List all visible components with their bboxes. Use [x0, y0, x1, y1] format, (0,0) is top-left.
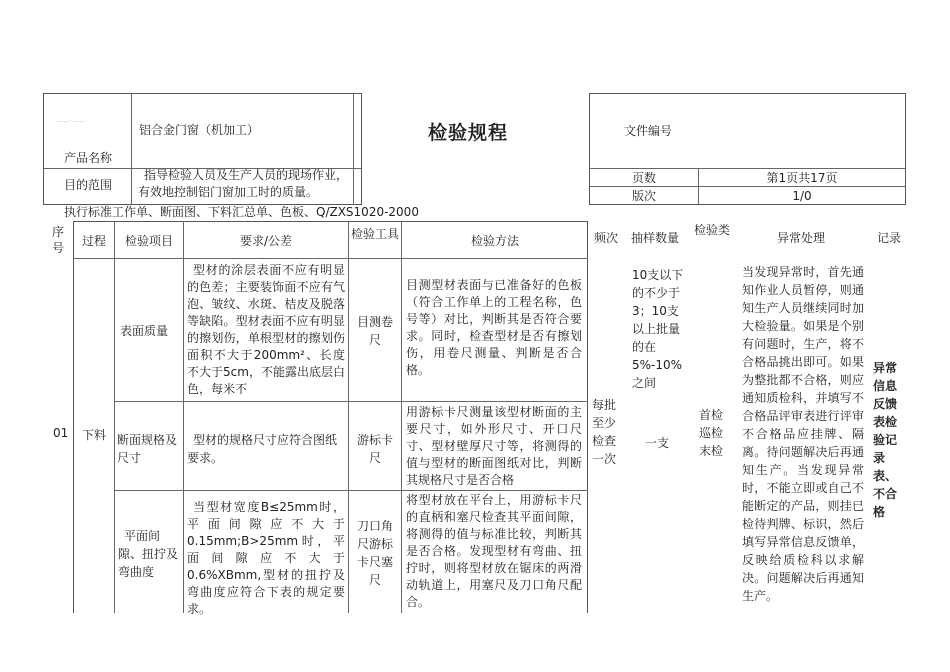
divider — [183, 221, 184, 613]
page-title: 检验规程 — [428, 122, 509, 144]
row2-requirement: 型材的规格尺寸应符合图纸要求。 — [187, 433, 338, 465]
process-value: 下料 — [81, 428, 106, 442]
row3-tool: 刀口角尺游标卡尺塞尺 — [356, 519, 393, 587]
doc-no-label: 文件编号 — [624, 124, 673, 138]
header-sample: 抽样数量 — [631, 231, 680, 245]
scope-value: 指导检验人员及生产人员的现场作业，有效地控制铝门窗加工时的质量。 — [138, 168, 349, 199]
divider — [401, 221, 402, 613]
row3-item: 平面间隙、扭拧及弯曲度 — [118, 529, 179, 579]
standard-line: 执行标准工作单、断面图、下料汇总单、色板、Q/ZXS1020-2000 — [64, 205, 419, 219]
row2-item: 断面规格及尺寸 — [117, 433, 178, 465]
header-seq: 序号 — [52, 225, 65, 255]
frequency-value: 每批至少检查一次 — [592, 398, 617, 466]
divider — [114, 401, 588, 402]
header-inspect-type: 检验类 — [694, 223, 731, 237]
divider — [73, 258, 588, 259]
scope-label: 目的范围 — [64, 178, 113, 192]
version-value: 1/0 — [792, 189, 812, 203]
divider — [114, 490, 588, 491]
divider — [348, 221, 349, 613]
row1-item: 表面质量 — [120, 324, 169, 338]
header-record: 记录 — [877, 231, 902, 245]
header-requirement: 要求/公差 — [239, 234, 293, 248]
inspect-type-value: 首检巡检末检 — [699, 408, 724, 458]
header-process: 过程 — [81, 234, 106, 248]
abnormal-value: 当发现异常时，首先通知作业人员暂停，则通知生产人员继续同时加大检验量。如果是个别有问题时，生产，将不合格品挑出即可。如果为整批都不合格，则应通知质检科，并填写不合格品评审表进行评审不合格品应挂牌、隔离。待问题解决后再通知生产。当发现异常时，不能立即或自己不能断定的产品，则挂已检待判牌、标识，然后填写异常信息反馈单，反映给质检科以求解决。问题解决后再通知生产。 — [742, 265, 864, 603]
row3-method: 将型材放在平台上，用游标卡尺的直柄和塞尺检查其平面间隙，将测得的值与标准比较，判断其是否合格。发现型材有弯曲、扭拧时，则将型材放在锯床的两滑动轨道上，用塞尺及刀口角尺配合。 — [406, 493, 582, 609]
header-abnormal: 异常处理 — [777, 231, 826, 245]
row1-tool: 目测卷尺 — [356, 315, 393, 347]
page-count-label: 页数 — [632, 171, 657, 185]
logo-mark: ……… · ……… — [57, 118, 85, 123]
row1-method: 目测型材表面与已准备好的色板（符合工作单上的工程名称，色号等）对比，判断其是否符合要求。同时，检查型材是否有擦划伤，用卷尺测量、判断是否合格。 — [406, 278, 582, 377]
sample-mid-value: 一支 — [645, 436, 670, 450]
header-frequency: 频次 — [594, 231, 619, 245]
header-tool: 检验工具 — [351, 227, 400, 241]
divider — [353, 93, 354, 205]
row1-requirement: 型材的涂层表面不应有明显的色差；主要装饰面不应有气泡、皱纹、水斑、桔皮及脱落等缺陷。型材表面不应有明显的擦划伤，单根型材的擦划伤面积不大于200mm²、长度不大于5cm，不能露出底层白色，每米不 — [187, 263, 345, 396]
row2-tool: 游标卡尺 — [356, 433, 393, 465]
page-count-value: 第1页共17页 — [766, 171, 838, 185]
version-label: 版次 — [632, 189, 657, 203]
product-name-value: 铝合金门窗（机加工） — [139, 123, 260, 137]
seq-value: 01 — [53, 426, 69, 440]
product-name-label: 产品名称 — [64, 151, 113, 165]
header-item: 检验项目 — [124, 234, 173, 248]
divider — [114, 221, 115, 613]
sample-top-value: 10支以下的不少于3；10支以上批量的在5%-10%之间 — [632, 268, 684, 390]
divider — [698, 168, 699, 205]
row3-requirement: 当型材宽度B≤25mm时，平面间隙应不大于0.15mm;B>25mm时，平面间隙应不大于0.6%XBmm,型材的扭拧及弯曲度应符合下表的规定要求。 — [187, 500, 345, 616]
divider — [131, 93, 132, 205]
row2-method: 用游标卡尺测量该型材断面的主要尺寸，如外形尺寸、开口尺寸、型材壁厚尺寸等，将测得的值与型材的断面图纸对比，判断其规格尺寸是否合格 — [406, 405, 582, 487]
header-method: 检验方法 — [470, 234, 519, 248]
record-value: 异常信息反馈表检验记录表、不合格 — [873, 361, 898, 519]
